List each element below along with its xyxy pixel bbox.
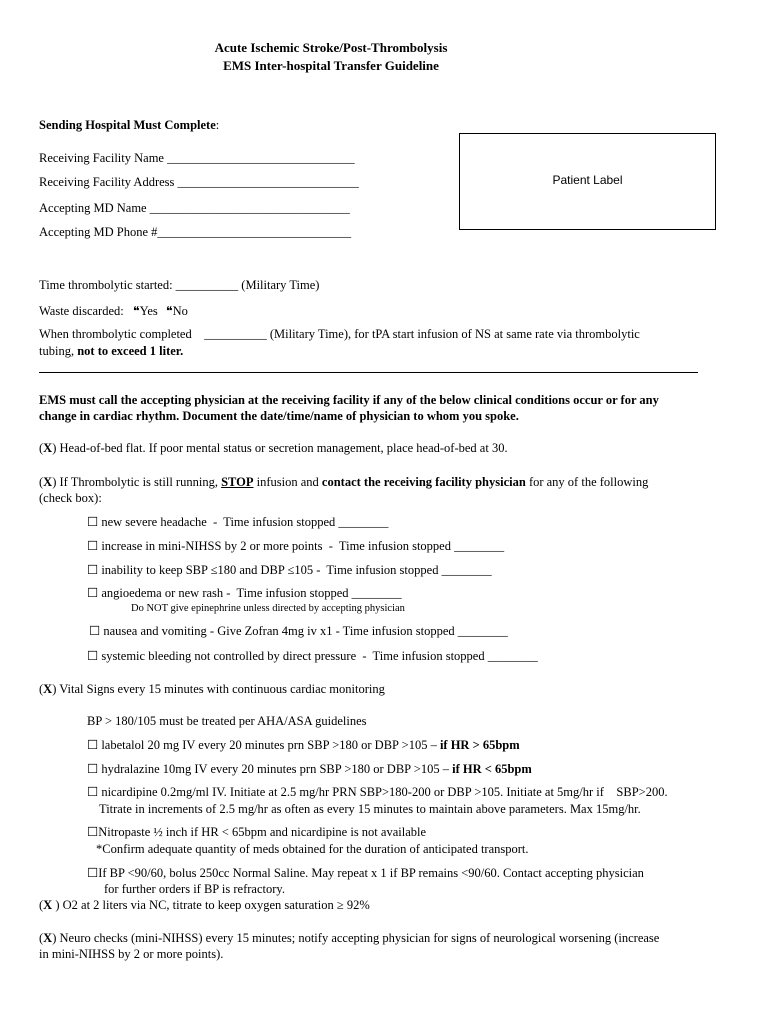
thrombolytic-completed-line2: tubing, not to exceed 1 liter. bbox=[39, 344, 184, 358]
receiving-facility-address-field[interactable]: Receiving Facility Address _____________________________ bbox=[39, 175, 359, 189]
waste-yes-radio-icon[interactable]: ❝ bbox=[132, 304, 140, 318]
checkbox-labetalol[interactable]: ☐ labetalol 20 mg IV every 20 minutes prn SBP >180 or DBP >105 – if HR > 65bpm bbox=[87, 738, 520, 752]
checkbox-new-severe-headache[interactable]: ☐ new severe headache - Time infusion stopped ________ bbox=[87, 515, 389, 529]
checkbox-inability-keep-sbp[interactable]: ☐ inability to keep SBP ≤180 and DBP ≤105 - Time infusion stopped ________ bbox=[87, 563, 492, 577]
checkbox-increase-mini-nihss[interactable]: ☐ increase in mini-NIHSS by 2 or more points - Time infusion stopped ________ bbox=[87, 539, 505, 553]
epinephrine-note: Do NOT give epinephrine unless directed by accepting physician bbox=[131, 603, 405, 614]
accepting-md-name-field[interactable]: Accepting MD Name ________________________________ bbox=[39, 201, 350, 215]
low-bp-further-orders: for further orders if BP is refractory. bbox=[104, 882, 285, 896]
thrombolytic-completed-line1[interactable]: When thrombolytic completed __________ (Military Time), for tPA start infusion of NS at same rate via thrombolytic bbox=[39, 327, 640, 341]
waste-no-radio-icon[interactable]: ❝ bbox=[165, 304, 173, 318]
checkbox-nitropaste[interactable]: ☐Nitropaste ½ inch if HR < 65bpm and nicardipine is not available bbox=[87, 825, 427, 839]
checkbox-systemic-bleeding[interactable]: ☐ systemic bleeding not controlled by direct pressure - Time infusion stopped ________ bbox=[87, 649, 538, 663]
thrombolytic-running-line2: (check box): bbox=[39, 491, 102, 505]
patient-label-box bbox=[459, 133, 716, 230]
time-thrombolytic-started-field[interactable]: Time thrombolytic started: __________ (Military Time) bbox=[39, 278, 320, 292]
thrombolytic-running-item: (X) If Thrombolytic is still running, STOP infusion and contact the receiving facility physician for any of the following bbox=[39, 475, 649, 489]
ems-notice-line1: EMS must call the accepting physician at the receiving facility if any of the below clinical conditions occur or for any bbox=[39, 393, 659, 407]
vital-signs-item: (X) Vital Signs every 15 minutes with continuous cardiac monitoring bbox=[39, 682, 385, 696]
waste-no-label[interactable]: No bbox=[172, 304, 188, 318]
waste-discarded-label: Waste discarded: bbox=[39, 304, 124, 318]
checkbox-low-bp-saline[interactable]: ☐If BP <90/60, bolus 250cc Normal Saline. May repeat x 1 if BP remains <90/60. Contact accepting physician bbox=[87, 866, 644, 880]
waste-yes-label[interactable]: Yes bbox=[139, 304, 158, 318]
document-title-line2: EMS Inter-hospital Transfer Guideline bbox=[223, 58, 439, 73]
head-of-bed-item: (X) Head-of-bed flat. If poor mental status or secretion management, place head-of-bed at 30. bbox=[39, 441, 508, 455]
neuro-checks-line2: in mini-NIHSS by 2 or more points). bbox=[39, 947, 224, 961]
checkbox-angioedema[interactable]: ☐ angioedema or new rash - Time infusion stopped ________ bbox=[87, 586, 402, 600]
checkbox-hydralazine[interactable]: ☐ hydralazine 10mg IV every 20 minutes prn SBP >180 or DBP >105 – if HR < 65bpm bbox=[87, 762, 532, 776]
neuro-checks-item: (X) Neuro checks (mini-NIHSS) every 15 minutes; notify accepting physician for signs of neurological worsening (increase bbox=[39, 931, 660, 945]
document-title-line1: Acute Ischemic Stroke/Post-Thrombolysis bbox=[214, 40, 448, 55]
accepting-md-phone-field[interactable]: Accepting MD Phone #_______________________________ bbox=[39, 225, 352, 239]
nicardipine-titrate-line: Titrate in increments of 2.5 mg/hr as often as every 15 minutes to maintain above parameters. Max 15mg/hr. bbox=[99, 802, 641, 816]
sending-hospital-heading: Sending Hospital Must Complete: bbox=[39, 118, 220, 132]
oxygen-item: (X ) O2 at 2 liters via NC, titrate to keep oxygen saturation ≥ 92% bbox=[39, 898, 370, 912]
patient-label-text: Patient Label bbox=[552, 173, 623, 187]
ems-notice-line2: change in cardiac rhythm. Document the date/time/name of physician to whom you spoke. bbox=[39, 409, 519, 423]
section-divider bbox=[39, 372, 698, 373]
confirm-meds-note: *Confirm adequate quantity of meds obtained for the duration of anticipated transport. bbox=[96, 842, 529, 856]
bp-rule: BP > 180/105 must be treated per AHA/ASA guidelines bbox=[87, 714, 367, 728]
waste-discarded-row bbox=[39, 303, 188, 319]
checkbox-nausea-vomiting[interactable]: ☐ nausea and vomiting - Give Zofran 4mg iv x1 - Time infusion stopped ________ bbox=[89, 624, 508, 638]
receiving-facility-name-field[interactable]: Receiving Facility Name ______________________________ bbox=[39, 151, 355, 165]
checkbox-nicardipine[interactable]: ☐ nicardipine 0.2mg/ml IV. Initiate at 2.5 mg/hr PRN SBP>180-200 or DBP >105. Initiate at 5mg/hr if SBP>200. bbox=[87, 785, 668, 799]
